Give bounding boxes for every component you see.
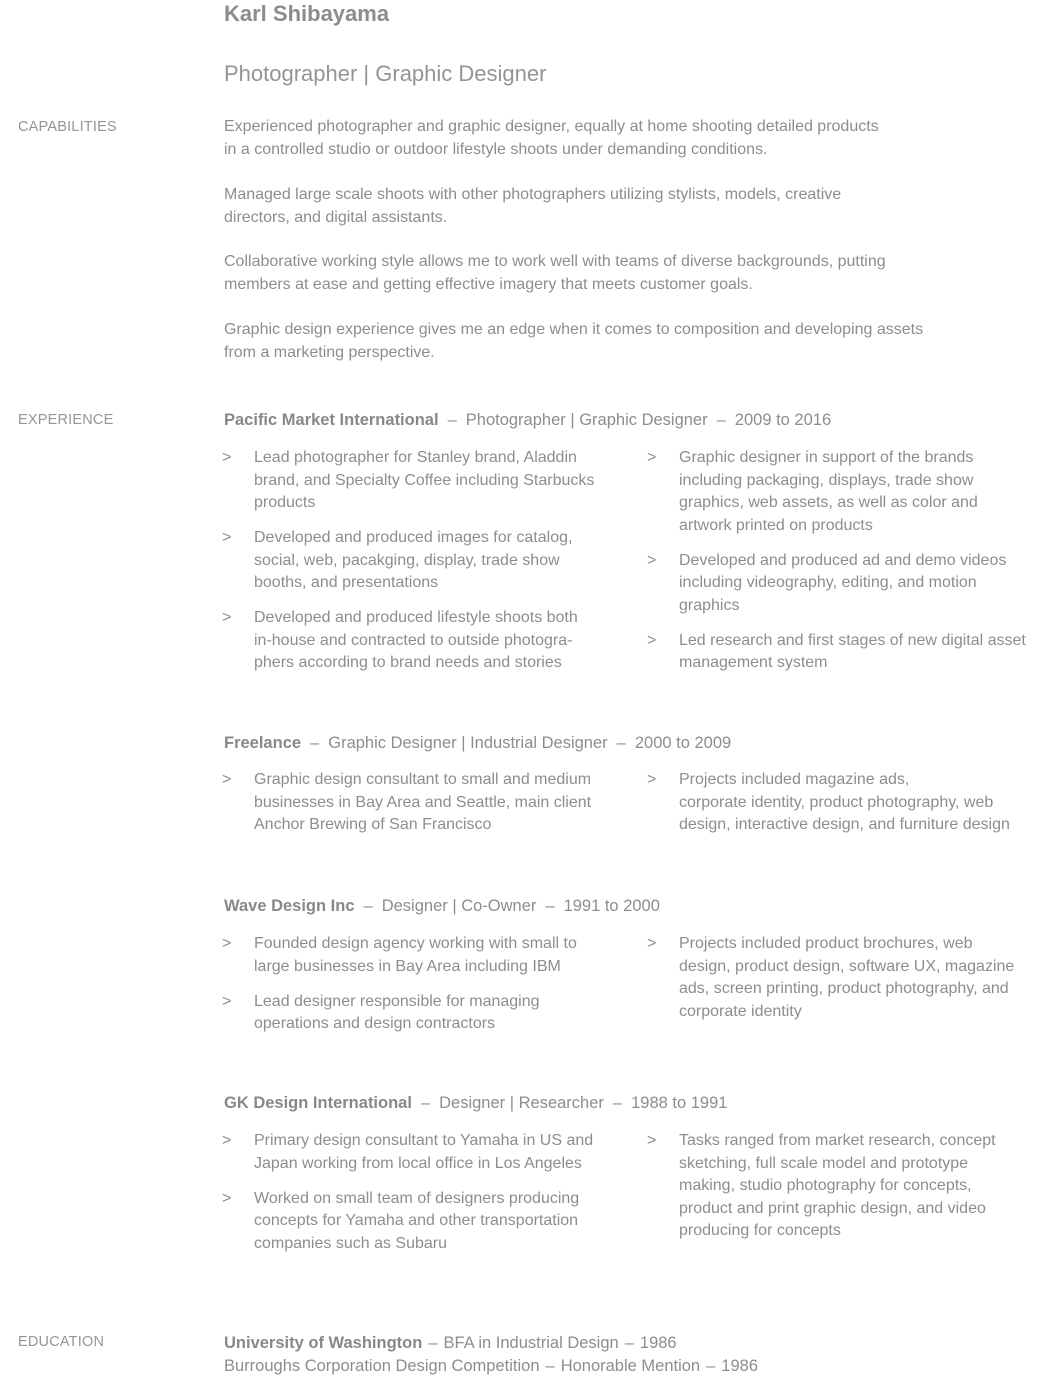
job-company: Freelance — [224, 734, 302, 752]
job-years: 2000 to 2009 — [634, 734, 732, 752]
list-item — [222, 447, 612, 515]
chevron-right-icon: > — [222, 1189, 232, 1207]
job-bullets-right — [647, 933, 1037, 1036]
job-heading — [224, 895, 660, 917]
dash: – — [545, 897, 555, 915]
capability-paragraph: Managed large scale shoots with other photographers utilizing stylists, models, creative directors, and digital assistants. — [224, 186, 842, 226]
capability-paragraph: Experienced photographer and graphic designer, equally at home shooting detailed products in a controlled studio or outdoor lifestyle shoots under demanding conditions. — [224, 118, 879, 158]
dash: – — [363, 897, 373, 915]
bullet-text: Founded design agency working with small to large businesses in Bay Area including IBM — [254, 935, 577, 975]
job-role: Photographer | Graphic Designer — [465, 411, 708, 429]
bullet-text: Projects included product brochures, web design, product design, software UX, magazine ads, screen printing, product photography, and corporate identity — [679, 935, 1015, 1020]
section-label-education: EDUCATION — [18, 1334, 105, 1350]
list-item — [647, 769, 1037, 837]
chevron-right-icon: > — [647, 449, 657, 466]
job-role: Designer | Co-Owner — [381, 897, 537, 915]
dash: – — [447, 411, 457, 429]
bullet-text: Graphic designer in support of the brands including packaging, displays, trade show graphics, web assets, as well as color and artwork printed on products — [679, 449, 978, 534]
job-company: Pacific Market International — [224, 411, 439, 429]
education-school: University of Washington — [224, 1334, 423, 1352]
chevron-right-icon: > — [222, 449, 232, 466]
dash: – — [420, 1094, 431, 1112]
chevron-right-icon: > — [222, 771, 232, 788]
dash: – — [428, 1334, 438, 1352]
chevron-right-icon: > — [647, 631, 657, 649]
bullet-text: Worked on small team of designers producing concepts for Yamaha and other transportation companies such as Subaru — [254, 1189, 580, 1252]
bullet-text: Projects included magazine ads, corporate identity, product photography, web design, interactive design, and furniture design — [679, 771, 1010, 833]
list-item — [222, 769, 612, 837]
bullet-text: Primary design consultant to Yamaha in US and Japan working from local office in Los Angeles — [254, 1132, 594, 1172]
chevron-right-icon: > — [647, 551, 657, 569]
list-item — [222, 607, 612, 675]
chevron-right-icon: > — [222, 992, 232, 1010]
dash: – — [310, 734, 320, 752]
list-item — [222, 1130, 612, 1175]
job-bullets-left — [222, 933, 612, 1048]
job-bullets-left — [222, 1130, 612, 1268]
job-bullets-right — [647, 447, 1037, 687]
bullet-text: Graphic design consultant to small and medium businesses in Bay Area and Seattle, main client Anchor Brewing of San Francisco — [254, 771, 592, 833]
job-role: Graphic Designer | Industrial Designer — [328, 734, 608, 752]
dash: – — [612, 1094, 623, 1112]
award-year: 1986 — [721, 1357, 759, 1375]
list-item — [222, 527, 612, 595]
award-entry — [224, 1355, 758, 1377]
job-bullets-left — [222, 447, 612, 687]
education-entry — [224, 1332, 677, 1354]
job-role: Designer | Researcher — [439, 1094, 604, 1112]
list-item — [647, 630, 1037, 675]
job-company: Wave Design Inc — [224, 897, 355, 915]
dash: – — [706, 1357, 716, 1375]
education-year: 1986 — [639, 1334, 677, 1352]
job-heading — [224, 1092, 727, 1114]
dash: – — [545, 1357, 555, 1375]
job-heading — [224, 409, 831, 431]
chevron-right-icon: > — [647, 1132, 657, 1149]
list-item — [222, 991, 612, 1036]
job-bullets-right — [647, 769, 1037, 849]
bullet-text: Developed and produced ad and demo videos including videography, editing, and motion graphics — [679, 551, 1007, 614]
award-name: Burroughs Corporation Design Competition — [224, 1357, 540, 1375]
chevron-right-icon: > — [647, 935, 657, 952]
job-years: 1988 to 1991 — [631, 1094, 728, 1112]
chevron-right-icon: > — [222, 609, 232, 626]
section-label-experience: EXPERIENCE — [18, 412, 114, 428]
list-item — [647, 1130, 1037, 1243]
capability-paragraph: Graphic design experience gives me an edge when it comes to composition and developing assets from a marketing perspective. — [224, 321, 924, 361]
dash: – — [616, 734, 626, 752]
bullet-text: Developed and produced images for catalog, social, web, pacakging, display, trade show booths, and presentations — [254, 529, 573, 591]
capability-paragraph: Collaborative working style allows me to work well with teams of diverse backgrounds, putting members at ease and getting effective imagery that meets customer goals. — [224, 253, 886, 293]
job-heading — [224, 732, 731, 754]
list-item — [222, 1188, 612, 1256]
education-degree: BFA in Industrial Design — [443, 1334, 619, 1352]
list-item — [647, 933, 1037, 1023]
job-years: 1991 to 2000 — [563, 897, 660, 915]
chevron-right-icon: > — [222, 935, 232, 952]
list-item — [647, 447, 1037, 537]
bullet-text: Tasks ranged from market research, concept sketching, full scale model and prototype making, studio photography for concepts, product and print graphic design, and video producing for concepts — [679, 1132, 996, 1239]
list-item — [647, 550, 1037, 618]
list-item — [222, 933, 612, 978]
bullet-text: Led research and first stages of new digital asset management system — [679, 631, 1026, 671]
resume-name: Karl Shibayama — [224, 1, 390, 26]
job-company: GK Design International — [224, 1094, 412, 1112]
dash: – — [716, 411, 726, 429]
job-years: 2009 to 2016 — [734, 411, 832, 429]
section-label-capabilities: CAPABILITIES — [18, 119, 117, 135]
award-result: Honorable Mention — [560, 1357, 701, 1375]
dash: – — [624, 1334, 634, 1352]
job-bullets-right — [647, 1130, 1037, 1255]
bullet-text: Lead photographer for Stanley brand, Aladdin brand, and Specialty Coffee including Starbucks products — [254, 449, 595, 511]
chevron-right-icon: > — [222, 1132, 232, 1149]
resume-tagline: Photographer | Graphic Designer — [224, 61, 547, 86]
bullet-text: Lead designer responsible for managing operations and design contractors — [254, 992, 540, 1032]
bullet-text: Developed and produced lifestyle shoots both in-house and contracted to outside photogra- phers according to brand needs and stories — [254, 609, 578, 671]
chevron-right-icon: > — [222, 529, 232, 546]
job-bullets-left — [222, 769, 612, 849]
chevron-right-icon: > — [647, 771, 657, 788]
